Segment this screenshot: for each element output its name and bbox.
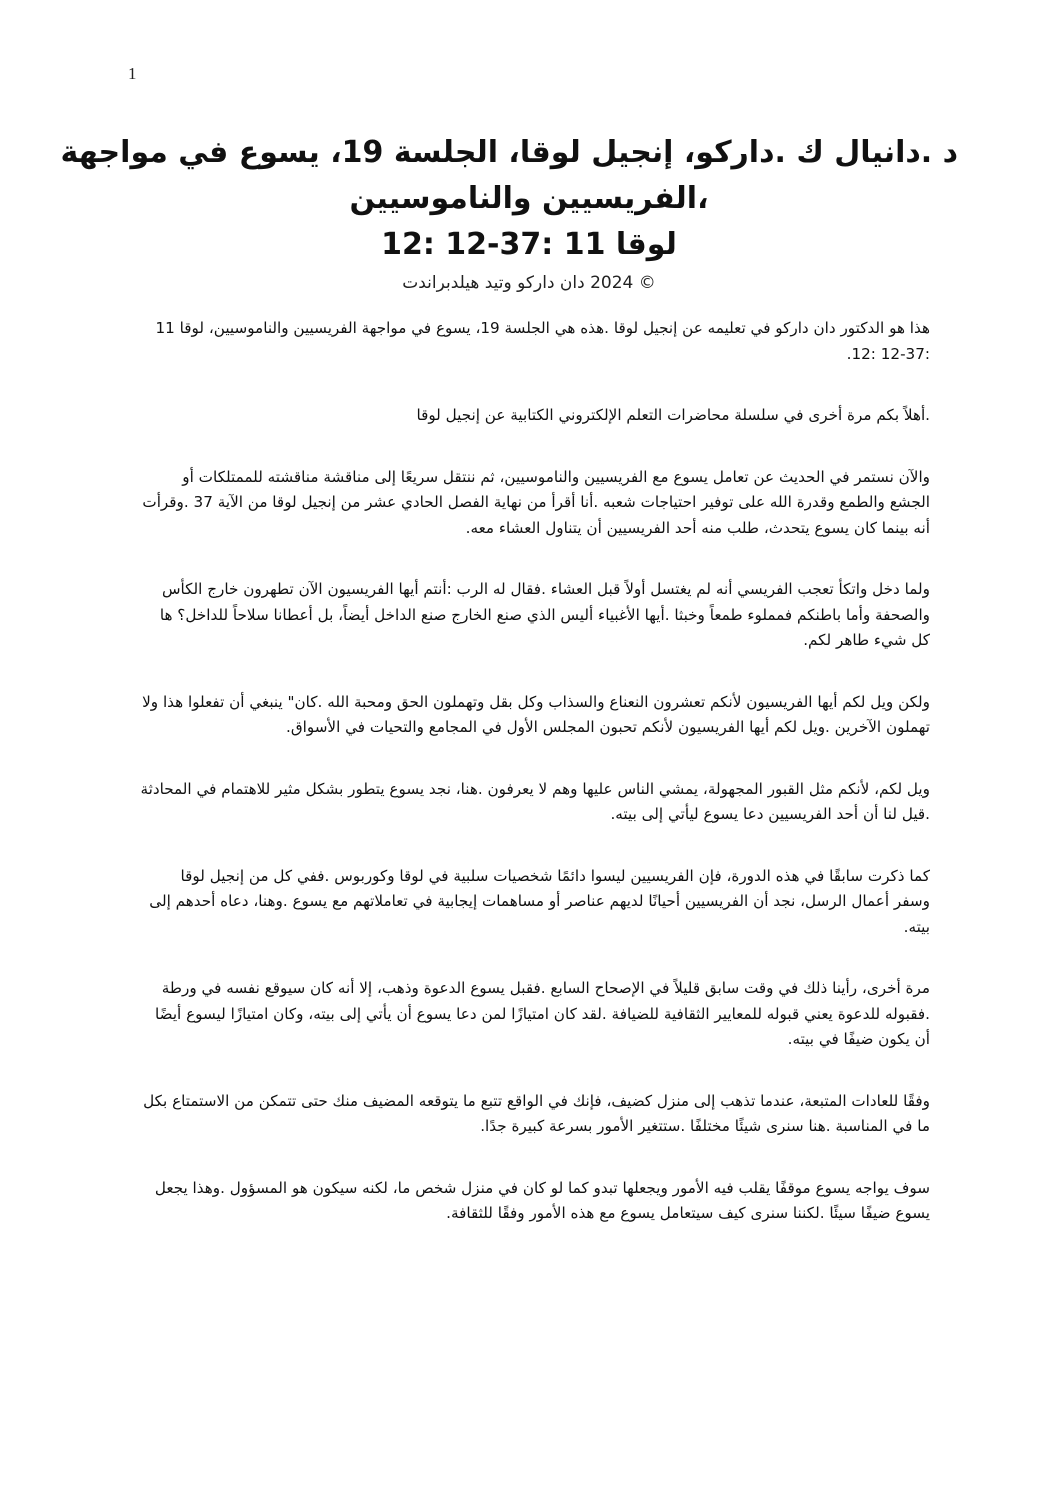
paragraph-pharisees: كما ذكرت سابقًا في هذه الدورة، فإن الفريسيين ليسوا دائمًا شخصيات سلبية في لوقا وكوربوس .ففي كل من إنجيل لوقا وسفر أعمال الرسل، نجد أن الفريسيين أحيانًا لديهم عناصر أو مساهمات إيجابية في تعاملاتهم مع يسوع .وهنا، دعاه أحدهم إلى بيته. — [149, 866, 930, 936]
title-line-3: لوقا 11 :37-12 :12 — [381, 227, 677, 262]
paragraph-scripture-3: ويل لكم، لأنكم مثل القبور المجهولة، يمشي الناس عليها وهم لا يعرفون .هنا، نجد يسوع يتطور بشكل مثير للاهتمام في المحادثة .قيل لنا أن أحد الفريسيين دعا يسوع ليأتي إلى بيته. — [140, 779, 930, 823]
paragraph-invitation: مرة أخرى، رأينا ذلك في وقت سابق قليلاً في الإصحاح السابع .فقبل يسوع الدعوة وذهب، إلا أنه كان سيوقع نفسه في ورطة .فقبوله للدعوة يعني قبوله للمعايير الثقافية للضيافة .لقد كان امتيازًا لمن دعا يسوع أن يأتي إلى بيته، وكان امتيازًا ليسوع أيضًا أن يكون ضيفًا في بيته. — [155, 979, 930, 1048]
paragraph-intro: هذا هو الدكتور دان داركو في تعليمه عن إنجيل لوقا .هذه هي الجلسة 19، يسوع في مواجهة الفريسيين والناموسيين، لوقا 11 :37-12 :12. — [155, 319, 930, 363]
copyright-line: © 2024 دان داركو وتيد هيلدبراندت — [402, 273, 656, 293]
body-text — [140, 316, 930, 1263]
paragraph-customs: وفقًا للعادات المتبعة، عندما تذهب إلى منزل كضيف، فإنك في الواقع تتبع ما يتوقعه المضيف منك حتى تتمكن من الاستمتاع بكل ما في المناسبة .هنا سنرى شيئًا مختلفًا .ستتغير الأمور بسرعة كبيرة جدًا. — [143, 1091, 930, 1135]
paragraph-welcome: .أهلاً بكم مرة أخرى في سلسلة محاضرات التعلم الإلكتروني الكتابية عن إنجيل لوقا — [416, 406, 930, 424]
paragraph-context: والآن نستمر في الحديث عن تعامل يسوع مع الفريسيين والناموسيين، ثم ننتقل سريعًا إلى مناقشة مناقشته للممتلكات أو الجشع والطمع وقدرة الله على توفير احتياجات شعبه .أنا أقرأ من نهاية الفصل الحادي عشر من إنجيل لوقا من الآية 37 .وقرأت أنه بينما كان يسوع يتحدث، طلب منه أحد الفريسيين أن يتناول العشاء معه. — [142, 467, 930, 537]
paragraph-scripture-1: ولما دخل واتكأ تعجب الفريسي أنه لم يغتسل أولاً قبل العشاء .فقال له الرب :أنتم أيها الفريسيون الآن تطهرون خارج الكأس والصحفة وأما باطنكم فمملوء طمعاً وخبثا .أيها الأغبياء أليس الذي صنع الخارج صنع الداخل أيضاً، بل أعطانا سلاحاً للداخل؟ ها كل شيء طاهر لكم. — [159, 580, 930, 649]
title-line-1: د .دانيال ك .داركو، إنجيل لوقا، الجلسة 19، يسوع في مواجهة — [60, 135, 958, 170]
page-number: 1 — [128, 64, 137, 83]
paragraph-guest: سوف يواجه يسوع موقفًا يقلب فيه الأمور ويجعلها تبدو كما لو كان في منزل شخص ما، لكنه سيكون هو المسؤول .وهذا يجعل يسوع ضيفًا سيئًا .لكننا سنرى كيف سيتعامل يسوع مع هذه الأمور وفقًا للثقافة. — [154, 1178, 930, 1222]
paragraph-scripture-2: ولكن ويل لكم أيها الفريسيون لأنكم تعشرون النعناع والسذاب وكل بقل وتهملون الحق ومحبة الله .كان" ينبغي أن تفعلوا هذا ولا تهملون الآخرين .ويل لكم أيها الفريسيون لأنكم تحبون المجلس الأول في المجامع والتحيات في الأسواق. — [142, 692, 930, 736]
title-block — [60, 130, 958, 296]
title-line-2: ،الفريسيين والناموسيين — [349, 181, 709, 216]
